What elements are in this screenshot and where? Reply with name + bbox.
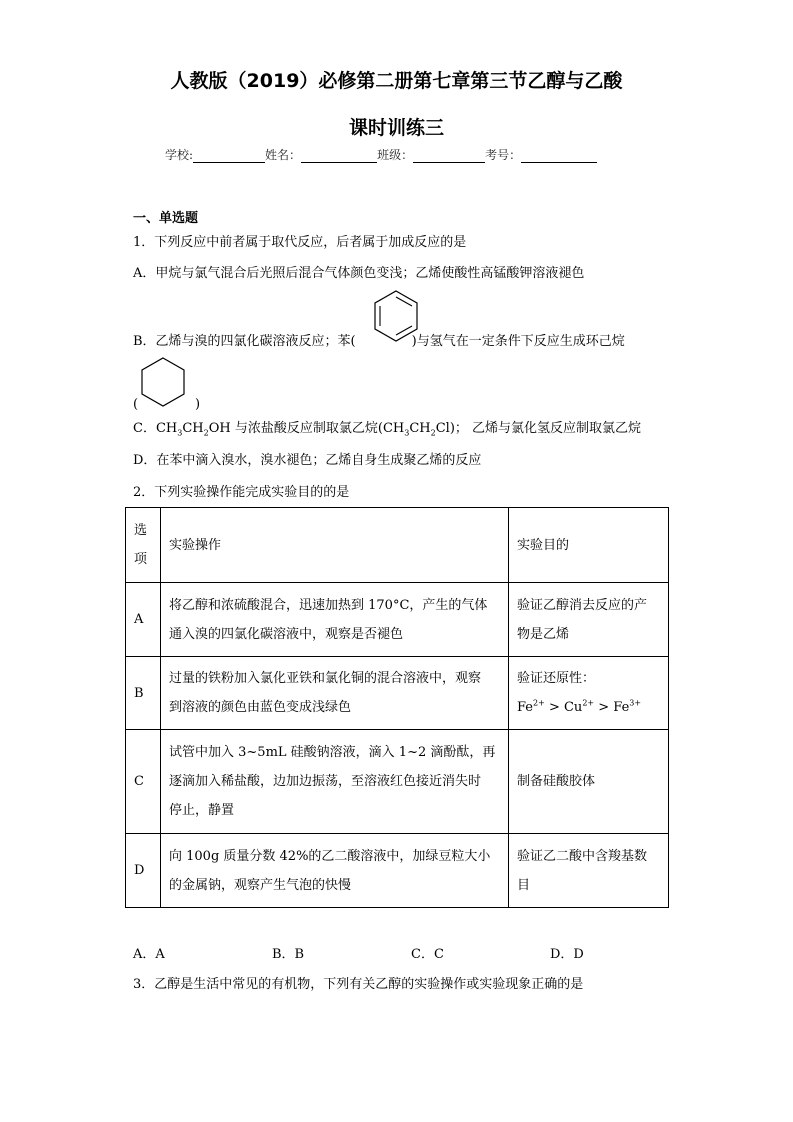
header-operation: 实验操作	[161, 508, 509, 583]
question-1-option-a: A．甲烷与氯气混合后光照后混合气体颜色变浅；乙烯使酸性高锰酸钾溶液褪色	[133, 266, 585, 281]
question-1-option-c	[133, 421, 641, 437]
row-operation: 过量的铁粉加入氯化亚铁和氯化铜的混合溶液中，观察 到溶液的颜色由蓝色变成浅绿色	[161, 657, 509, 730]
question-2-stem: 2．下列实验操作能完成实验目的的是	[133, 485, 350, 500]
row-operation: 向 100g 质量分数 42%的乙二酸溶液中，加绿豆粒大小 的金属钠，观察产生气泡的快慢	[161, 834, 509, 908]
experiment-table	[125, 507, 669, 908]
question-1-stem: 1．下列反应中前者属于取代反应，后者属于加成反应的是	[133, 235, 467, 250]
row-purpose: 验证乙醇消去反应的产 物是乙烯	[509, 583, 669, 657]
paren-close: )	[195, 397, 201, 412]
answer-choice-b[interactable]: B．B	[272, 947, 305, 962]
table-row	[126, 583, 669, 657]
exam-number-field[interactable]	[521, 149, 597, 163]
class-label: 班级：	[377, 148, 414, 162]
class-field[interactable]	[413, 149, 485, 163]
row-option: B	[126, 657, 161, 730]
table-row	[126, 730, 669, 834]
row-operation: 试管中加入 3~5mL 硅酸钠溶液，滴入 1~2 滴酚酞，再 逐滴加入稀盐酸，边加边振荡，至溶液红色接近消失时 停止，静置	[161, 730, 509, 834]
reducibility-order: $Fe^{2+} > Cu^{2+} > Fe^{3+}$	[517, 698, 642, 715]
option-c-mid: 与浓盐酸反应制取氯乙烷(	[230, 421, 383, 436]
question-1-option-d: D．在苯中滴入溴水，溴水褪色；乙烯自身生成聚乙烯的反应	[133, 453, 482, 468]
benzene-ring-icon	[370, 288, 422, 346]
row-option: A	[126, 583, 161, 657]
cyclohexane-ring-icon	[138, 355, 188, 411]
header-purpose: 实验目的	[509, 508, 669, 583]
table-row	[126, 657, 669, 730]
option-c-prefix: C．	[133, 421, 156, 436]
school-label: 学校:	[165, 148, 194, 162]
chloroethane-formula: $CH_3CH_2Cl$	[382, 421, 450, 438]
section-heading: 一、单选题	[133, 211, 199, 226]
name-label: 姓名：	[265, 148, 302, 162]
option-b-text-2: )与氢气在一定条件下反应生成环己烷	[411, 334, 625, 349]
paren-open: (	[133, 397, 139, 412]
row-purpose: 制备硅酸胶体	[509, 730, 669, 834]
option-c-end: )； 乙烯与氯化氢反应制取氯乙烷	[449, 421, 642, 436]
table-header-row	[126, 508, 669, 583]
student-info-line	[165, 146, 597, 163]
option-b-text-1: B．乙烯与溴的四氯化碳溶液反应；苯(	[133, 334, 356, 349]
row-purpose: 验证乙二酸中含羧基数 目	[509, 834, 669, 908]
header-option: 选 项	[126, 508, 161, 583]
ethanol-formula: $CH_3CH_2OH$	[155, 421, 231, 438]
exam-number-label: 考号：	[485, 148, 522, 162]
page-title: 人教版（2019）必修第二册第七章第三节乙醇与乙酸	[170, 70, 623, 92]
row-option: D	[126, 834, 161, 908]
row-option: C	[126, 730, 161, 834]
answer-choice-a[interactable]: A．A	[133, 947, 165, 962]
page-subtitle: 课时训练三	[348, 117, 444, 139]
name-field[interactable]	[301, 149, 377, 163]
school-field[interactable]	[193, 149, 265, 163]
table-row	[126, 834, 669, 908]
answer-choice-d[interactable]: D．D	[550, 947, 584, 962]
question-3-stem: 3．乙醇是生活中常见的有机物，下列有关乙醇的实验操作或实验现象正确的是	[133, 977, 584, 992]
row-purpose: 验证还原性： $Fe^{2+} > Cu^{2+} > Fe^{3+}$	[509, 657, 669, 730]
row-operation: 将乙醇和浓硫酸混合，迅速加热到 170°C，产生的气体 通入溴的四氯化碳溶液中，观察是否褪色	[161, 583, 509, 657]
answer-choice-c[interactable]: C．C	[411, 947, 444, 962]
